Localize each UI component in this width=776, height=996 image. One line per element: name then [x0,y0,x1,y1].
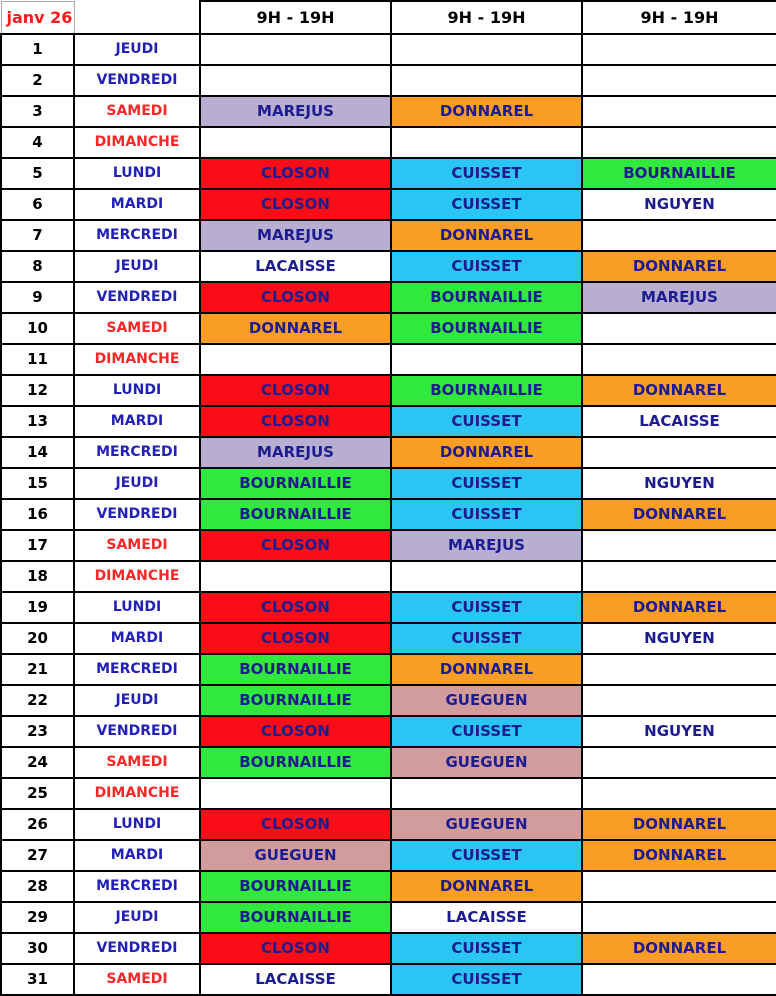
shift-cell-gueguen: GUEGUEN [200,840,391,871]
day-name: SAMEDI [74,964,200,995]
shift-cell-cuisset: CUISSET [391,716,582,747]
shift-cell-closon: CLOSON [200,375,391,406]
day-row-13 [1,406,776,437]
day-number: 22 [1,685,74,716]
day-number: 20 [1,623,74,654]
day-row-31 [1,964,776,995]
shift-cell-empty [582,220,776,251]
day-row-8 [1,251,776,282]
day-number: 9 [1,282,74,313]
shift-cell-empty [582,561,776,592]
shift-cell-donnarel: DONNAREL [391,654,582,685]
day-number: 19 [1,592,74,623]
shift-cell-donnarel: DONNAREL [582,251,776,282]
shift-cell-cuisset: CUISSET [391,592,582,623]
day-name: VENDREDI [74,282,200,313]
day-row-28 [1,871,776,902]
shift-cell-donnarel: DONNAREL [582,375,776,406]
shift-cell-marejus: MAREJUS [582,282,776,313]
shift-cell-nguyen: NGUYEN [582,716,776,747]
shift-cell-closon: CLOSON [200,623,391,654]
header-row [1,1,776,34]
day-number: 27 [1,840,74,871]
shift-cell-cuisset: CUISSET [391,251,582,282]
day-number: 2 [1,65,74,96]
day-row-1 [1,34,776,65]
shift-cell-closon: CLOSON [200,282,391,313]
shift-cell-lacaisse: LACAISSE [582,406,776,437]
day-number: 28 [1,871,74,902]
day-name: LUNDI [74,158,200,189]
shift-cell-cuisset: CUISSET [391,499,582,530]
day-name: SAMEDI [74,747,200,778]
day-number: 6 [1,189,74,220]
day-row-11 [1,344,776,375]
day-row-3 [1,96,776,127]
shift-cell-closon: CLOSON [200,592,391,623]
shift-cell-bournaillie: BOURNAILLIE [200,747,391,778]
shift-cell-bournaillie: BOURNAILLIE [582,158,776,189]
shift-cell-empty [200,344,391,375]
day-number: 15 [1,468,74,499]
day-row-4 [1,127,776,158]
day-number: 5 [1,158,74,189]
day-name: LUNDI [74,809,200,840]
shift-cell-cuisset: CUISSET [391,158,582,189]
day-row-19 [1,592,776,623]
shift-cell-closon: CLOSON [200,716,391,747]
shift-cell-empty [200,778,391,809]
shift-cell-closon: CLOSON [200,158,391,189]
day-name: SAMEDI [74,96,200,127]
shift-cell-closon: CLOSON [200,933,391,964]
day-row-2 [1,65,776,96]
day-name: LUNDI [74,375,200,406]
day-row-18 [1,561,776,592]
shift-cell-empty [582,964,776,995]
day-name: MERCREDI [74,871,200,902]
day-name: MARDI [74,623,200,654]
shift-cell-nguyen: NGUYEN [582,189,776,220]
day-number: 7 [1,220,74,251]
day-name: JEUDI [74,685,200,716]
shift-cell-cuisset: CUISSET [391,840,582,871]
day-number: 30 [1,933,74,964]
shift-cell-closon: CLOSON [200,406,391,437]
shift-cell-empty [391,344,582,375]
day-number: 21 [1,654,74,685]
shift-cell-closon: CLOSON [200,189,391,220]
day-name: JEUDI [74,902,200,933]
day-row-14 [1,437,776,468]
day-row-30 [1,933,776,964]
day-name: MERCREDI [74,654,200,685]
shift-cell-bournaillie: BOURNAILLIE [200,685,391,716]
day-row-16 [1,499,776,530]
shift-cell-empty [582,747,776,778]
shift-cell-gueguen: GUEGUEN [391,809,582,840]
day-row-20 [1,623,776,654]
day-name: MERCREDI [74,220,200,251]
shift-cell-closon: CLOSON [200,530,391,561]
day-number: 18 [1,561,74,592]
day-name: MARDI [74,189,200,220]
day-number: 16 [1,499,74,530]
shift-cell-empty [582,654,776,685]
shift-cell-empty [200,561,391,592]
day-row-12 [1,375,776,406]
day-row-10 [1,313,776,344]
shift-cell-bournaillie: BOURNAILLIE [200,902,391,933]
shift-cell-closon: CLOSON [200,809,391,840]
shift-cell-marejus: MAREJUS [391,530,582,561]
shift-cell-cuisset: CUISSET [391,468,582,499]
shift-cell-donnarel: DONNAREL [582,933,776,964]
shift-hours-header-3: 9H - 19H [582,1,776,34]
shift-cell-cuisset: CUISSET [391,623,582,654]
day-row-5 [1,158,776,189]
shift-cell-empty [200,127,391,158]
shift-cell-cuisset: CUISSET [391,406,582,437]
shift-cell-bournaillie: BOURNAILLIE [391,375,582,406]
header-spacer [74,1,200,34]
day-name: VENDREDI [74,65,200,96]
day-row-23 [1,716,776,747]
day-number: 1 [1,34,74,65]
day-number: 31 [1,964,74,995]
shift-cell-lacaisse: LACAISSE [200,251,391,282]
shift-cell-empty [582,437,776,468]
month-label: janv 26 [1,1,74,34]
day-name: MARDI [74,840,200,871]
shift-cell-marejus: MAREJUS [200,437,391,468]
shift-cell-bournaillie: BOURNAILLIE [200,468,391,499]
day-number: 25 [1,778,74,809]
shift-cell-donnarel: DONNAREL [582,809,776,840]
day-row-26 [1,809,776,840]
shift-cell-empty [391,561,582,592]
day-number: 3 [1,96,74,127]
shift-cell-gueguen: GUEGUEN [391,747,582,778]
shift-cell-empty [582,313,776,344]
shift-hours-header-2: 9H - 19H [391,1,582,34]
shift-cell-bournaillie: BOURNAILLIE [391,282,582,313]
shift-cell-empty [582,65,776,96]
day-number: 12 [1,375,74,406]
shift-cell-donnarel: DONNAREL [582,592,776,623]
day-number: 29 [1,902,74,933]
day-name: JEUDI [74,251,200,282]
day-row-24 [1,747,776,778]
shift-cell-empty [582,34,776,65]
shift-cell-donnarel: DONNAREL [200,313,391,344]
shift-cell-donnarel: DONNAREL [391,437,582,468]
shift-cell-empty [582,96,776,127]
shift-cell-nguyen: NGUYEN [582,468,776,499]
day-row-17 [1,530,776,561]
shift-cell-bournaillie: BOURNAILLIE [200,654,391,685]
day-row-9 [1,282,776,313]
day-name: JEUDI [74,34,200,65]
shift-cell-donnarel: DONNAREL [582,840,776,871]
shift-cell-empty [200,65,391,96]
shift-cell-empty [582,871,776,902]
day-number: 24 [1,747,74,778]
shift-cell-empty [391,34,582,65]
day-number: 14 [1,437,74,468]
day-number: 23 [1,716,74,747]
day-name: SAMEDI [74,530,200,561]
day-name: VENDREDI [74,716,200,747]
shift-cell-empty [582,685,776,716]
shift-cell-marejus: MAREJUS [200,220,391,251]
day-name: VENDREDI [74,499,200,530]
day-row-6 [1,189,776,220]
shift-cell-cuisset: CUISSET [391,189,582,220]
shift-cell-empty [582,902,776,933]
shift-cell-bournaillie: BOURNAILLIE [200,499,391,530]
shift-cell-nguyen: NGUYEN [582,623,776,654]
day-name: VENDREDI [74,933,200,964]
shift-cell-donnarel: DONNAREL [391,871,582,902]
shift-cell-empty [582,778,776,809]
shift-cell-donnarel: DONNAREL [391,220,582,251]
shift-cell-donnarel: DONNAREL [582,499,776,530]
shift-cell-marejus: MAREJUS [200,96,391,127]
shift-cell-empty [582,530,776,561]
day-number: 17 [1,530,74,561]
day-row-7 [1,220,776,251]
shift-cell-empty [582,344,776,375]
day-number: 8 [1,251,74,282]
shift-cell-empty [391,65,582,96]
day-name: DIMANCHE [74,778,200,809]
day-row-25 [1,778,776,809]
day-row-27 [1,840,776,871]
day-number: 4 [1,127,74,158]
day-number: 11 [1,344,74,375]
shift-cell-cuisset: CUISSET [391,964,582,995]
shift-cell-empty [200,34,391,65]
day-name: MERCREDI [74,437,200,468]
shift-cell-lacaisse: LACAISSE [391,902,582,933]
shift-cell-empty [391,778,582,809]
day-number: 13 [1,406,74,437]
day-name: DIMANCHE [74,561,200,592]
day-name: DIMANCHE [74,344,200,375]
day-row-29 [1,902,776,933]
shift-cell-bournaillie: BOURNAILLIE [391,313,582,344]
day-row-15 [1,468,776,499]
shift-hours-header-1: 9H - 19H [200,1,391,34]
day-number: 10 [1,313,74,344]
shift-cell-bournaillie: BOURNAILLIE [200,871,391,902]
shift-cell-empty [582,127,776,158]
day-row-21 [1,654,776,685]
shift-cell-empty [391,127,582,158]
shift-cell-cuisset: CUISSET [391,933,582,964]
day-name: SAMEDI [74,313,200,344]
shift-cell-lacaisse: LACAISSE [200,964,391,995]
day-number: 26 [1,809,74,840]
day-row-22 [1,685,776,716]
day-name: LUNDI [74,592,200,623]
shift-cell-gueguen: GUEGUEN [391,685,582,716]
day-name: MARDI [74,406,200,437]
shift-cell-donnarel: DONNAREL [391,96,582,127]
day-name: JEUDI [74,468,200,499]
day-name: DIMANCHE [74,127,200,158]
